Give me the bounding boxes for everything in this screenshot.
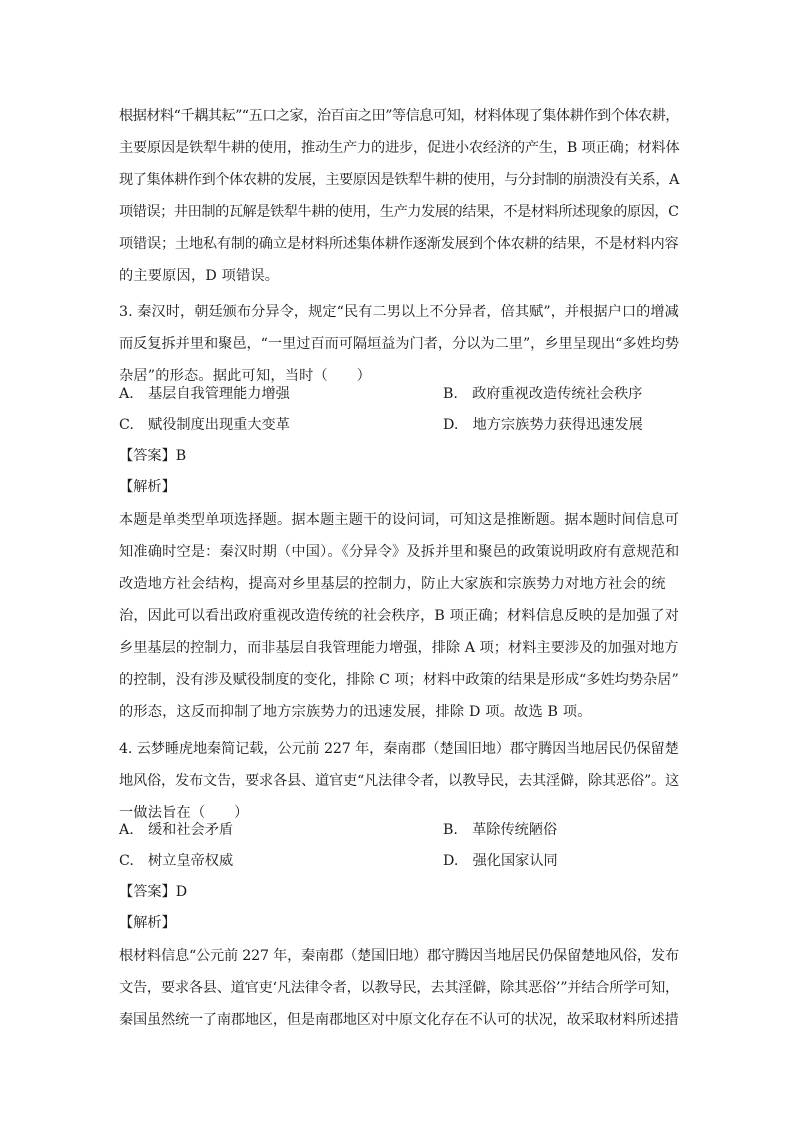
question-3-options-row-2 <box>119 409 679 441</box>
text-line: 本题是单类型单项选择题。据本题主题干的设问词，可知这是推断题。据本题时间信息可 <box>119 512 680 528</box>
text-line: 的主要原因，D 项错误。 <box>119 268 280 284</box>
option-d: D. 强化国家认同 <box>443 853 558 869</box>
option-d: D. 地方宗族势力获得迅速发展 <box>443 417 643 433</box>
question-4-analysis-label: 【解析】 <box>119 915 176 931</box>
option-a: A. 缓和社会矛盾 <box>119 822 234 838</box>
question-3-analysis-label: 【解析】 <box>119 479 176 495</box>
text-line: 乡里基层的控制力，而非基层自我管理能力增强，排除 A 项；材料主要涉及的加强对地方 <box>119 640 679 656</box>
text-line: 改造地方社会结构，提高对乡里基层的控制力，防止大家族和宗族势力对地方社会的统 <box>119 576 666 592</box>
text-line: 现了集体耕作到个体农耕的发展，主要原因是铁犁牛耕的使用，与分封制的崩溃没有关系，A <box>119 172 679 188</box>
option-c: C. 赋役制度出现重大变革 <box>119 417 290 433</box>
text-line: 秦国虽然统一了南郡地区，但是南郡地区对中原文化存在不认可的状况，故采取材料所述措 <box>119 1012 679 1028</box>
q2-analysis-paragraph <box>119 100 679 292</box>
question-4-answer: 【答案】D <box>119 884 188 900</box>
text-line: 治，因此可以看出政府重视改造传统的社会秩序，B 项正确；材料信息反映的是加强了对 <box>119 608 680 624</box>
question-3-options-row-1 <box>119 378 679 410</box>
question-4-analysis <box>119 940 679 1036</box>
option-b: B. 政府重视改造传统社会秩序 <box>443 386 643 402</box>
text-line: 项错误；井田制的瓦解是铁犁牛耕的使用，生产力发展的结果，不是材料所述现象的原因，C <box>119 204 679 220</box>
option-c: C. 树立皇帝权威 <box>119 853 234 869</box>
text-line: 文告，要求各县、道官吏‘凡法律令者，以教导民，去其淫僻，除其恶俗’”并结合所学可知， <box>119 980 679 996</box>
question-4-options-row-2 <box>119 845 679 877</box>
question-4-options-row-1 <box>119 814 679 846</box>
text-line: 的控制，没有涉及赋役制度的变化，排除 C 项；材料中政策的结果是形成“多姓均势杂居” <box>119 672 679 688</box>
text-line: 4. 云梦睡虎地秦简记载，公元前 227 年，秦南郡（楚国旧地）郡守腾因当地居民仍保留楚 <box>119 741 679 757</box>
text-line: 项错误；土地私有制的确立是材料所述集体耕作逐渐发展到个体农耕的结果，不是材料内容 <box>119 236 679 252</box>
text-line: 知准确时空是：秦汉时期（中国）。《分异令》及拆并里和聚邑的政策说明政府有意规范和 <box>119 544 680 560</box>
text-line: 地风俗，发布文告，要求各县、道官吏“凡法律令者，以教导民，去其淫僻，除其恶俗”。这 <box>119 773 680 789</box>
question-3-analysis <box>119 504 679 728</box>
text-line: 根材料信息“公元前 227 年，秦南郡（楚国旧地）郡守腾因当地居民仍保留楚地风俗，发布 <box>119 948 679 964</box>
option-b: B. 革除传统陋俗 <box>443 822 558 838</box>
question-3-answer: 【答案】B <box>119 448 187 464</box>
text-line: 的形态，这反而抑制了地方宗族势力的迅速发展，排除 D 项。故选 B 项。 <box>119 704 592 720</box>
text-line: 而反复拆并里和聚邑，“一里过百而可隔垣益为门者，分以为二里”，乡里呈现出“多姓均势 <box>119 336 680 352</box>
option-a: A. 基层自我管理能力增强 <box>119 386 290 402</box>
text-line: 主要原因是铁犁牛耕的使用，推动生产力的进步，促进小农经济的产生，B 项正确；材料体 <box>119 140 680 156</box>
text-line: 3. 秦汉时，朝廷颁布分异令，规定“民有二男以上不分异者，倍其赋”，并根据户口的增减 <box>119 304 679 320</box>
text-line: 根据材料“千耦其耘”“五口之家，治百亩之田”等信息可知，材料体现了集体耕作到个体农耕， <box>119 108 679 124</box>
text-line: 杂居”的形态。据此可知，当时（ ） <box>119 368 372 384</box>
text-line: 一做法旨在（ ） <box>119 805 249 821</box>
